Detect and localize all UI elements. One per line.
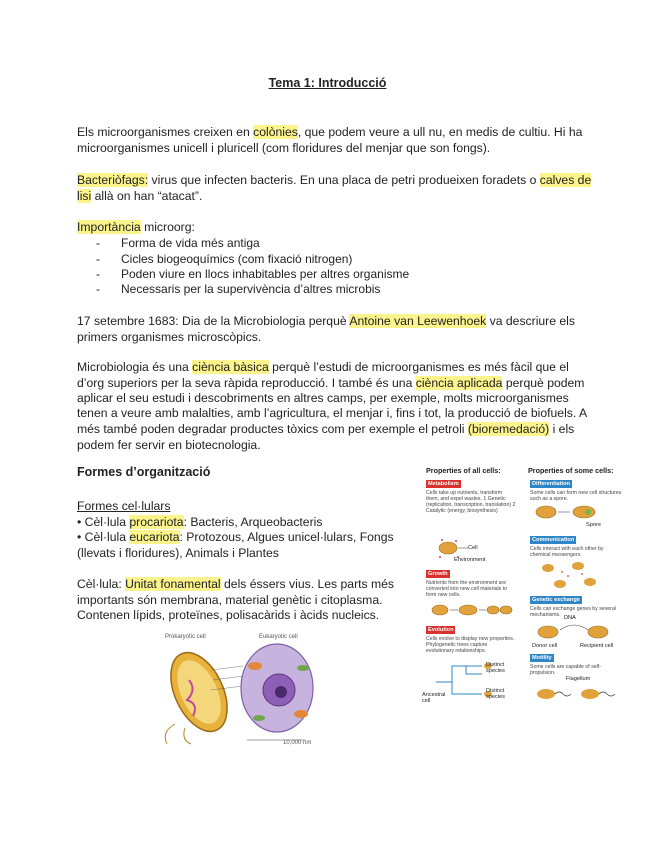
dna-label: DNA [564,615,576,621]
list-item: - Necessaris per la supervivència d’altres microbis [96,282,381,296]
cell-illustration [155,632,320,747]
p4-line2: primers organismes microscòpics. [77,330,262,344]
figure-heading-all: Properties of all cells: [426,466,501,475]
p5-line6: podem fer servir en biotecnologia. [77,438,261,452]
metabolism-label: Metabolism [428,481,459,487]
p5-line4: tenen a veure amb malalties, amb l’agricultura, el menjar i, fins i tot, la producció de biofuels. A [77,406,588,420]
prokaryotic-label: Prokaryotic cell [165,634,206,640]
distinct-species-label: Distinct species [486,688,505,700]
cell-line1: Cèl·lula: Unitat fonamental dels éssers vius. Les parts més [77,577,395,591]
cell-line2: importants són membrana, material genètic i citoplasma. [77,593,383,607]
differentiation-label: Differentiation [532,481,570,487]
spore-icon [532,502,622,524]
p5-line3: aplicar el seu estudi i descobriments en altres camps, per exemple, molts microorganismes [77,391,569,405]
growth-cells-icon [430,600,520,620]
growth-label: Growth [428,571,448,577]
communication-label: Communication [532,537,575,543]
highlight-colonies: colònies [253,125,298,139]
p5-line1: Microbiologia és una ciència bàsica perquè l’estudi de microorganismes es més fàcil que el [77,360,569,374]
bullet-euk: • Cèl·lula eucariota: Protozous, Algues unicel·lulars, Fongs [77,530,394,544]
p1-line1: Els microorganismes creixen en colònies, que podem veure a ull nu, en medis de cultiu. Hi ha [77,125,583,139]
p3-heading: Importància microorg: [77,220,195,234]
page-title: Tema 1: Introducció [268,76,387,90]
list-item: - Forma de vida més antiga [96,236,260,250]
bullet-prok: • Cèl·lula procariota: Bacteris, Arqueobacteris [77,515,323,529]
metabolism-text: Cells take up nutrients, transform them, and expel wastes. 1 Genetic (replication, transcription, translation) 2 Catalytic (energy, biosynthesis) [426,490,516,514]
flagellum-label: Flagellum [566,676,591,682]
cell-comparison-figure [155,632,320,747]
cell-properties-figure [420,466,630,710]
p2-line2: lisi allà on han “atacat”. [77,189,203,203]
figure-heading-some: Properties of some cells: [528,466,614,475]
motility-label: Motility [532,655,552,661]
section-heading: Formes d’organització [77,465,211,479]
ancestral-cell-label: Ancestral cell [422,692,446,704]
genetic-exchange-icon [534,616,624,642]
p4-line1: 17 setembre 1683: Dia de la Microbiologia perquè Antoine van Leewenhoek va descriure els [77,314,575,328]
cell-label: Cell [468,545,478,551]
cell-line3: Contenen lípids, proteïnes, polisacàrids i àcids nucleics. [77,608,380,622]
spore-label: Spore [586,522,601,528]
differentiation-text: Some cells can form new cell structures such as a spore. [530,490,622,502]
flagellum-icon [532,678,622,706]
evolution-text: Cells evolve to display new properties. Phylogenetic trees capture evolutionary relationships. [426,636,515,654]
communication-icon [538,560,618,590]
subheading: Formes cel·lulars [77,499,171,513]
p1-line2: microorganismes unicell i pluricell (com floridures del menjar que son fongs). [77,141,491,155]
bullet-euk-cont: (llevats i floridures), Animals i Plantes [77,546,279,560]
environment-label: Environment [454,557,486,563]
recipient-cell-label: Recipient cell [580,643,614,649]
list-item: - Cicles biogeoquímics (com fixació nitrogen) [96,252,353,266]
p5-line5: més també poden degradar productes tòxics com per exemple el petroli (bioremedació) i els [77,422,575,436]
genetic-exchange-label: Genetic exchange [532,597,580,603]
evolution-label: Evolution [428,627,454,633]
communication-text: Cells interact with each other by chemical messengers. [530,546,604,558]
genetic-exchange-text: Cells can exchange genes by several mechanisms. [530,606,616,618]
distinct-species-label: Distinct species [486,662,505,674]
donor-cell-label: Donor cell [532,643,558,649]
eukaryotic-label: Eukaryotic cell [259,634,298,640]
list-item: - Poden viure en llocs inhabitables per altres organisme [96,267,410,281]
p2-line1: Bacteriòfags: virus que infecten bacteris. En una placa de petri produeixen foradets o calves de [77,173,592,187]
p5-line2: d’org superiors per la seva ràpida reproducció. I també és una ciència aplicada perquè podem [77,376,585,390]
motility-text: Some cells are capable of self-propulsion. [530,664,601,676]
scale-label: 10,000 nm [283,740,312,746]
growth-text: Nutrients from the environment are converted into new cell materials to form new cells. [426,580,508,598]
